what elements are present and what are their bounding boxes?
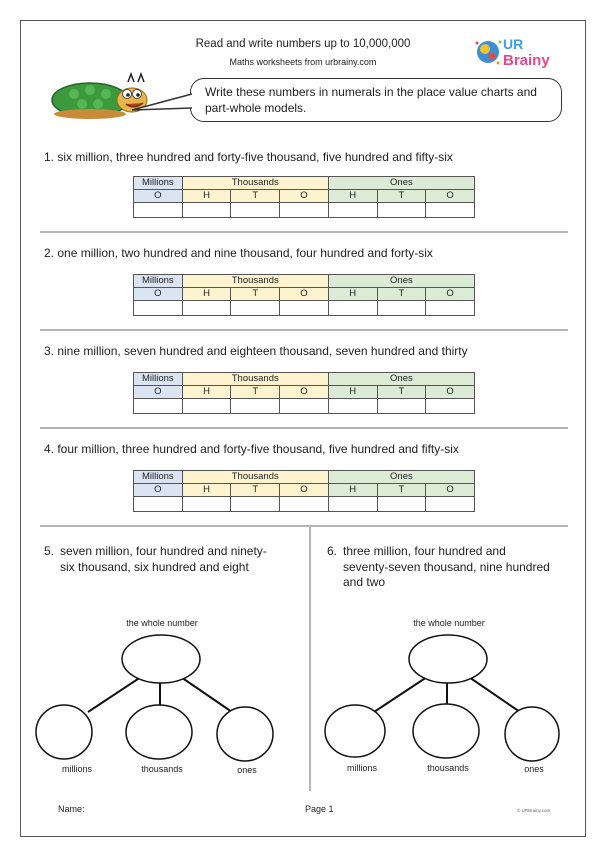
- question-5-text: seven million, four hundred and ninety-six thousand, six hundred and eight: [60, 544, 267, 574]
- worksheet-border: [20, 20, 586, 837]
- logo-text-top: UR: [503, 36, 524, 52]
- part-label-thousands: thousands: [427, 763, 469, 773]
- column-label: O: [426, 190, 475, 203]
- column-label: H: [328, 190, 377, 203]
- page-number: Page 1: [305, 804, 334, 814]
- answer-cell[interactable]: [231, 301, 280, 316]
- column-label: H: [328, 288, 377, 301]
- question-6-text: three million, four hundred and seventy-seven thousand, nine hundred and two: [343, 544, 550, 589]
- question-5-number: 5.: [44, 544, 55, 558]
- answer-cell[interactable]: [280, 497, 329, 512]
- column-label: T: [377, 190, 426, 203]
- part-label-ones: ones: [237, 765, 257, 775]
- section-divider: [40, 427, 568, 429]
- header-ones: Ones: [328, 177, 474, 190]
- answer-cell[interactable]: [280, 203, 329, 218]
- whole-label: the whole number: [413, 618, 485, 628]
- instruction-text: Write these numbers in numerals in the place value charts and part-whole models.: [205, 85, 537, 115]
- answer-cell[interactable]: [182, 399, 231, 414]
- answer-cell[interactable]: [377, 497, 426, 512]
- worksheet-title: Read and write numbers up to 10,000,000: [195, 38, 411, 50]
- column-label: T: [377, 484, 426, 497]
- column-label: T: [231, 484, 280, 497]
- place-value-chart-4: [133, 470, 475, 512]
- copyright-text: © URBrainy.com: [517, 808, 551, 813]
- column-label: O: [280, 190, 329, 203]
- column-label: O: [426, 288, 475, 301]
- answer-cell[interactable]: [377, 301, 426, 316]
- column-label: O: [134, 190, 183, 203]
- answer-cell[interactable]: [328, 497, 377, 512]
- header-ones: Ones: [328, 373, 474, 386]
- part-label-thousands: thousands: [141, 764, 183, 774]
- header-thousands: Thousands: [182, 471, 328, 484]
- column-label: T: [377, 288, 426, 301]
- column-label: H: [328, 484, 377, 497]
- column-label: H: [182, 484, 231, 497]
- section-divider: [40, 231, 568, 233]
- section-divider: [40, 329, 568, 331]
- part-label-millions: millions: [61, 764, 93, 774]
- answer-cell[interactable]: [134, 203, 183, 218]
- answer-cell[interactable]: [328, 203, 377, 218]
- answer-cell[interactable]: [328, 301, 377, 316]
- column-label: O: [280, 386, 329, 399]
- answer-cell[interactable]: [182, 301, 231, 316]
- answer-cell[interactable]: [231, 203, 280, 218]
- answer-cell[interactable]: [231, 399, 280, 414]
- header-millions: Millions: [134, 373, 183, 386]
- header-millions: Millions: [134, 275, 183, 288]
- answer-cell[interactable]: [426, 203, 475, 218]
- column-label: T: [377, 386, 426, 399]
- column-label: O: [134, 386, 183, 399]
- section-divider: [40, 525, 568, 527]
- column-label: O: [426, 386, 475, 399]
- answer-cell[interactable]: [134, 497, 183, 512]
- column-label: O: [280, 484, 329, 497]
- question-2-text: 2. one million, two hundred and nine thousand, four hundred and forty-six: [44, 246, 433, 260]
- column-label: H: [182, 386, 231, 399]
- logo-text-bottom: Brainy: [503, 52, 550, 69]
- column-divider: [309, 527, 311, 791]
- answer-cell[interactable]: [182, 203, 231, 218]
- column-label: O: [134, 288, 183, 301]
- question-4-text: 4. four million, three hundred and forty-five thousand, five hundred and fifty-six: [44, 442, 459, 456]
- whole-label: the whole number: [126, 618, 198, 628]
- speech-bubble-tail: [130, 92, 194, 116]
- answer-cell[interactable]: [377, 203, 426, 218]
- place-value-chart-1: [133, 176, 475, 218]
- part-label-ones: ones: [524, 764, 544, 774]
- column-label: H: [182, 288, 231, 301]
- answer-cell[interactable]: [328, 399, 377, 414]
- place-value-chart-2: [133, 274, 475, 316]
- column-label: O: [134, 484, 183, 497]
- question-3-text: 3. nine million, seven hundred and eighteen thousand, seven hundred and thirty: [44, 344, 468, 358]
- column-label: T: [231, 190, 280, 203]
- header-ones: Ones: [328, 275, 474, 288]
- column-label: O: [426, 484, 475, 497]
- column-label: O: [280, 288, 329, 301]
- answer-cell[interactable]: [426, 301, 475, 316]
- urbrainy-logo: [470, 32, 565, 72]
- question-6-number: 6.: [327, 544, 338, 558]
- answer-cell[interactable]: [280, 301, 329, 316]
- column-label: H: [328, 386, 377, 399]
- header-ones: Ones: [328, 471, 474, 484]
- header-millions: Millions: [134, 177, 183, 190]
- answer-cell[interactable]: [182, 497, 231, 512]
- header-millions: Millions: [134, 471, 183, 484]
- answer-cell[interactable]: [280, 399, 329, 414]
- question-1-text: 1. six million, three hundred and forty-five thousand, five hundred and fifty-six: [44, 150, 453, 164]
- header-thousands: Thousands: [182, 275, 328, 288]
- answer-cell[interactable]: [377, 399, 426, 414]
- answer-cell[interactable]: [134, 399, 183, 414]
- column-label: T: [231, 386, 280, 399]
- column-label: T: [231, 288, 280, 301]
- answer-cell[interactable]: [426, 497, 475, 512]
- header-thousands: Thousands: [182, 177, 328, 190]
- worksheet-subtitle: Maths worksheets from urbrainy.com: [229, 57, 377, 67]
- name-label: Name:: [58, 804, 85, 814]
- header-thousands: Thousands: [182, 373, 328, 386]
- part-label-millions: millions: [346, 763, 378, 773]
- answer-cell[interactable]: [134, 301, 183, 316]
- column-label: H: [182, 190, 231, 203]
- answer-cell[interactable]: [231, 497, 280, 512]
- answer-cell[interactable]: [426, 399, 475, 414]
- place-value-chart-3: [133, 372, 475, 414]
